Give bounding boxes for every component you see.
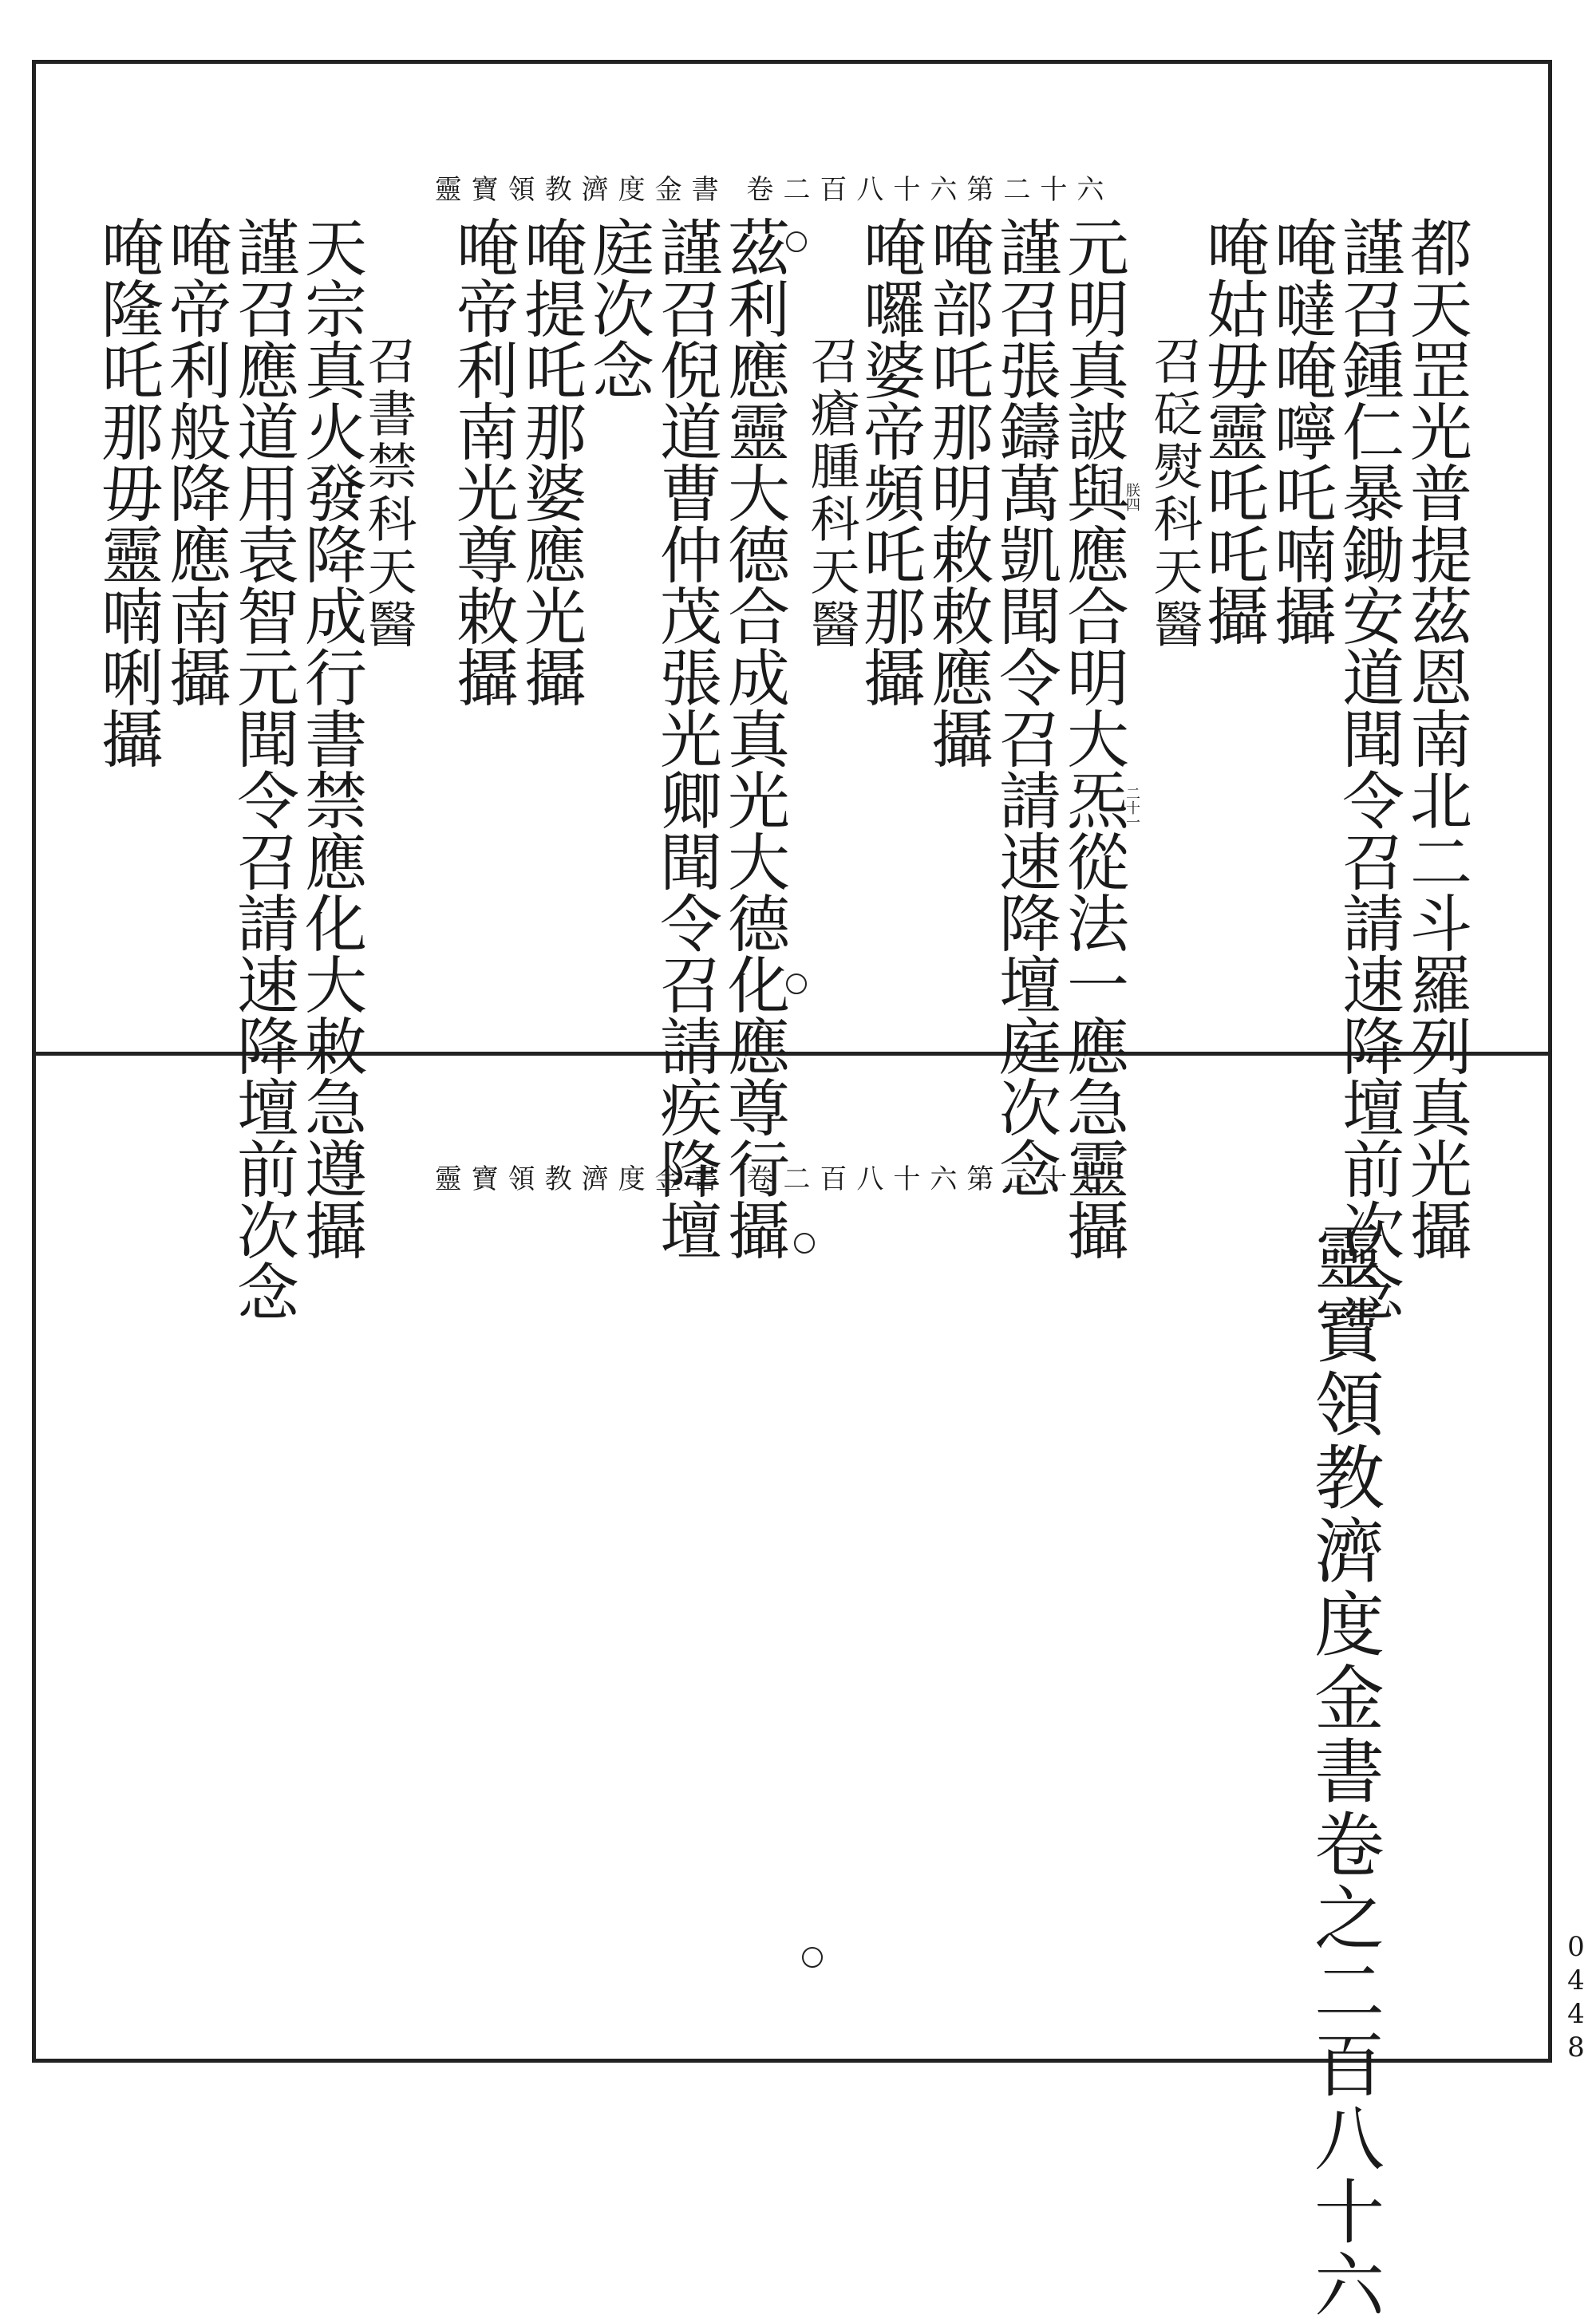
running-header-bottom: 靈寶領教濟度金書 卷二百八十六第二十七 <box>434 1163 1114 1195</box>
section-heading: 召瘡腫科天醫 <box>802 335 860 651</box>
circle-mark-icon <box>794 1233 815 1254</box>
text-column: 謹召鍾仁暴鋤安道聞令召請速降壇前次念 <box>1332 215 1404 1321</box>
text-column: 謹召張鑄萬凱聞令召請速降壇庭次念 <box>989 215 1061 1199</box>
text-column: 謹召倪道曹仲茂張光卿聞令召請疾降壇 <box>650 215 721 1260</box>
section-heading: 召書禁科天醫 <box>359 335 417 651</box>
margin-note: 朕四 <box>1124 483 1140 511</box>
running-header-top: 靈寶領教濟度金書 卷二百八十六第二十六 <box>434 174 1114 206</box>
text-column: 茲利應靈大德合成真光大德化應尊行攝 <box>717 215 789 1260</box>
text-column: 元明真詖與應合明大炁從法一應急靈攝 <box>1057 215 1128 1260</box>
chapter-title: 靈寶領教濟度金書卷之二百八十六 <box>1303 1221 1385 2322</box>
text-column: 天宗真火發降成行書禁應化大敕急遵攝 <box>294 215 366 1260</box>
text-column: 唵姑毋靈吒吒攝 <box>1196 215 1268 646</box>
text-column: 唵帝利般降應南攝 <box>159 215 231 707</box>
text-column: 都天罡光普提茲恩南北二斗羅列真光攝 <box>1400 215 1472 1260</box>
text-column: 唵噠唵嚀吒喃攝 <box>1264 215 1336 646</box>
text-column: 唵部吒那明敕敕應攝 <box>921 215 993 768</box>
text-column: 謹召應道用袁智元聞令召請速降壇前次念 <box>227 215 298 1321</box>
section-heading: 召砭熨科天醫 <box>1145 335 1203 651</box>
text-column: 唵囉婆帝頻吒那攝 <box>853 215 925 707</box>
margin-note: 二十一 <box>1124 786 1140 829</box>
text-column: 唵隆吒那毋靈喃唎攝 <box>91 215 163 768</box>
circle-mark-icon <box>786 973 807 994</box>
text-column: 庭次念 <box>582 215 654 400</box>
page-number: 0448 <box>1560 1931 1592 2065</box>
text-column: 唵帝利南光尊敕攝 <box>446 215 518 707</box>
text-column: 唵提吒那婆應光攝 <box>514 215 586 707</box>
circle-mark-icon <box>802 1947 823 1968</box>
